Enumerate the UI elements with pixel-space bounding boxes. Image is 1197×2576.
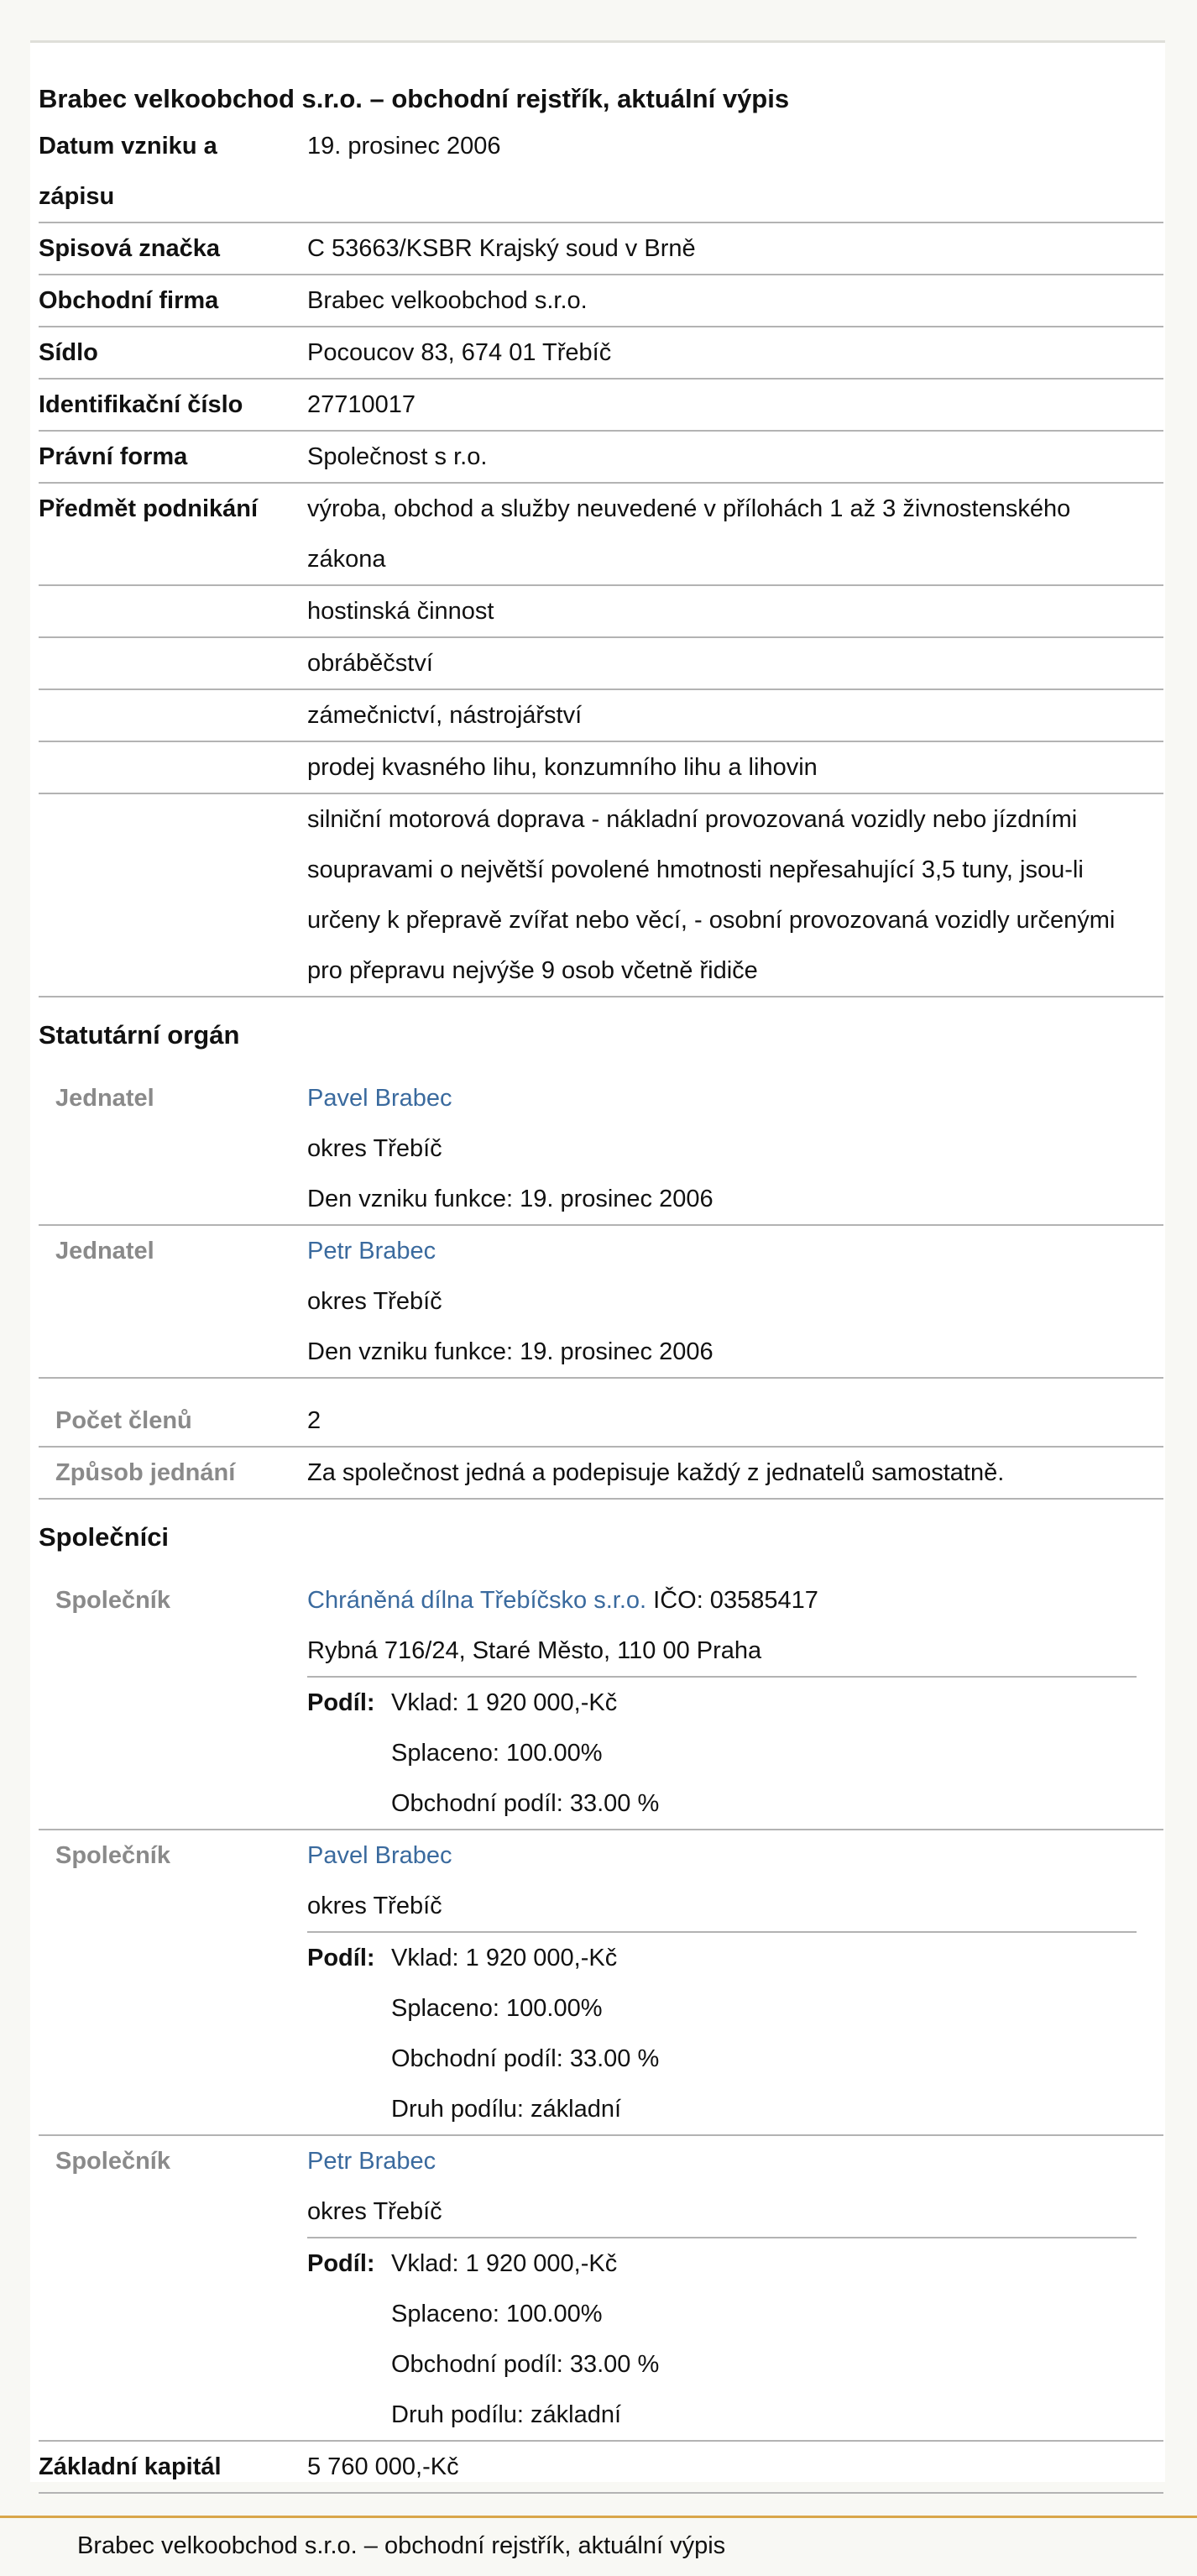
activity-line: soupravami o největší povolené hmotnosti nepřesahující 3,5 tuny, jsou-li: [307, 856, 1084, 883]
spacer: [39, 1379, 1163, 1395]
row-datum-vzniku: [39, 121, 1163, 223]
member-role: Jednatel: [55, 1238, 154, 1264]
footer-rule: [0, 2516, 1197, 2518]
partner-role: Společník: [55, 1842, 170, 1869]
register-extract: [39, 77, 1163, 2494]
partner-ico: IČO: 03585417: [653, 1587, 818, 1614]
row-predmet: [39, 690, 1163, 742]
partner-name-link[interactable]: Petr Brabec: [307, 2148, 436, 2175]
row-key: Sídlo: [39, 339, 98, 366]
row-value: [307, 794, 1163, 996]
section-heading-spolecnici: Společníci: [39, 1522, 170, 1552]
partner-address: okres Třebíč: [307, 1893, 442, 1919]
share-line: Vklad: 1 920 000,-Kč: [391, 1689, 618, 1716]
member-role: Jednatel: [55, 1085, 154, 1112]
member-place: okres Třebíč: [307, 1288, 442, 1315]
share-line: Splaceno: 100.00%: [391, 1995, 603, 2022]
partner-role: Společník: [55, 2148, 170, 2175]
share-line: Vklad: 1 920 000,-Kč: [391, 2250, 618, 2277]
row-value: Za společnost jedná a podepisuje každý z jednatelů samostatně.: [307, 1459, 1005, 1486]
partner-address: Rybná 716/24, Staré Město, 110 00 Praha: [307, 1637, 762, 1664]
partner-name-link[interactable]: Pavel Brabec: [307, 1842, 452, 1869]
row-key: Základní kapitál: [39, 2453, 222, 2480]
row-key: Právní forma: [39, 443, 188, 470]
share-values: [391, 1678, 1137, 1829]
row-predmet: [39, 794, 1163, 997]
activity-line: zákona: [307, 546, 386, 573]
activity-line: zámečnictví, nástrojářství: [307, 702, 583, 729]
row-key: Způsob jednání: [55, 1459, 236, 1486]
member-since: Den vzniku funkce: 19. prosinec 2006: [307, 1338, 713, 1365]
partner-row: [39, 1830, 1163, 2136]
partner-name-link[interactable]: Chráněná dílna Třebíčsko s.r.o.: [307, 1587, 647, 1614]
row-key-line: zápisu: [39, 183, 115, 210]
activity-line: silniční motorová doprava - nákladní provozovaná vozidly nebo jízdními: [307, 806, 1078, 833]
activity-line: pro přepravu nejvýše 9 osob včetně řidiče: [307, 957, 758, 984]
row-key: [39, 121, 307, 222]
member-row: [39, 1073, 1163, 1226]
share-line: Splaceno: 100.00%: [391, 1740, 603, 1767]
row-key: Spisová značka: [39, 235, 220, 262]
page-title: Brabec velkoobchod s.r.o. – obchodní rejstřík, aktuální výpis: [39, 84, 790, 113]
partner-role: Společník: [55, 1587, 170, 1614]
partner-name-line: [307, 1575, 1163, 1626]
partner-details: [307, 1830, 1163, 2134]
row-key-empty: [39, 586, 307, 636]
partner-details: [307, 1575, 1163, 1829]
share-line: Splaceno: 100.00%: [391, 2301, 603, 2327]
footer-title: Brabec velkoobchod s.r.o. – obchodní rejstřík, aktuální výpis: [77, 2532, 726, 2559]
share-line: Druh podílu: základní: [391, 2401, 622, 2428]
member-details: [307, 1073, 1163, 1224]
row-value: Brabec velkoobchod s.r.o.: [307, 287, 588, 314]
share-line: Obchodní podíl: 33.00 %: [391, 2045, 660, 2072]
row-pocet-clenu: [39, 1395, 1163, 1448]
row-value: Pocoucov 83, 674 01 Třebíč: [307, 339, 612, 366]
activity-line: obráběčství: [307, 650, 433, 677]
partner-row: [39, 2136, 1163, 2442]
activity-line: hostinská činnost: [307, 598, 494, 625]
share-label: Podíl:: [307, 1945, 375, 1971]
share-block: [307, 2237, 1137, 2440]
partner-details: [307, 2136, 1163, 2440]
row-key: Identifikační číslo: [39, 391, 243, 418]
member-row: [39, 1226, 1163, 1379]
row-ico: [39, 380, 1163, 432]
row-value: 27710017: [307, 391, 416, 418]
row-key-empty: [39, 794, 307, 996]
row-key-empty: [39, 742, 307, 793]
activity-line: prodej kvasného lihu, konzumního lihu a lihovin: [307, 754, 818, 781]
share-line: Obchodní podíl: 33.00 %: [391, 2351, 660, 2378]
row-zakladni-kapital: [39, 2442, 1163, 2494]
partner-address: okres Třebíč: [307, 2198, 442, 2225]
section-heading-statutarni: Statutární orgán: [39, 1020, 240, 1050]
member-since: Den vzniku funkce: 19. prosinec 2006: [307, 1186, 713, 1212]
row-predmet: [39, 484, 1163, 586]
share-line: Obchodní podíl: 33.00 %: [391, 1790, 660, 1817]
activity-line: výroba, obchod a služby neuvedené v přílohách 1 až 3 živnostenského: [307, 495, 1071, 522]
member-name-link[interactable]: Petr Brabec: [307, 1238, 436, 1264]
share-block: [307, 1931, 1137, 2134]
partner-row: [39, 1575, 1163, 1830]
row-key-line: Datum vzniku a: [39, 133, 217, 160]
row-key-empty: [39, 638, 307, 689]
row-value: 19. prosinec 2006: [307, 133, 501, 160]
row-key-empty: [39, 690, 307, 741]
row-value: C 53663/KSBR Krajský soud v Brně: [307, 235, 696, 262]
activity-line: určeny k přepravě zvířat nebo věcí, - osobní provozovaná vozidly určenými: [307, 907, 1116, 934]
row-key: Obchodní firma: [39, 287, 219, 314]
share-values: [391, 2238, 1137, 2440]
row-predmet: [39, 586, 1163, 638]
row-zpusob-jednani: [39, 1448, 1163, 1500]
member-place: okres Třebíč: [307, 1135, 442, 1162]
row-predmet: [39, 742, 1163, 794]
row-value: 2: [307, 1407, 321, 1434]
row-value: [307, 484, 1163, 584]
row-value: Společnost s r.o.: [307, 443, 488, 470]
row-key: Počet členů: [55, 1407, 192, 1434]
share-line: Druh podílu: základní: [391, 2096, 622, 2123]
row-pravni-forma: [39, 432, 1163, 484]
share-values: [391, 1933, 1137, 2134]
row-key: Předmět podnikání: [39, 495, 259, 522]
share-line: Vklad: 1 920 000,-Kč: [391, 1945, 618, 1971]
row-value: 5 760 000,-Kč: [307, 2453, 459, 2480]
share-label: Podíl:: [307, 1689, 375, 1716]
share-label: Podíl:: [307, 2250, 375, 2277]
member-name-link[interactable]: Pavel Brabec: [307, 1085, 452, 1112]
row-sidlo: [39, 327, 1163, 380]
row-obchodni-firma: [39, 275, 1163, 327]
row-spisova-znacka: [39, 223, 1163, 275]
member-details: [307, 1226, 1163, 1377]
share-block: [307, 1676, 1137, 1829]
row-predmet: [39, 638, 1163, 690]
